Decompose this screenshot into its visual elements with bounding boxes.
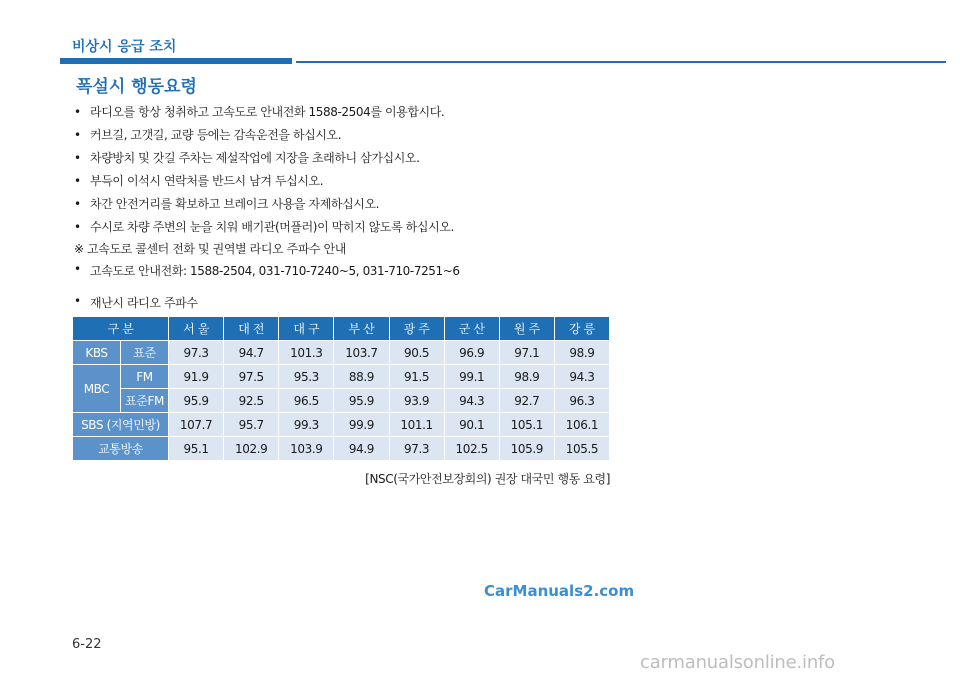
row-header: KBS [73,341,121,365]
table-cell: 102.5 [444,437,499,461]
table-header-row [73,317,610,341]
table-cell: 95.3 [279,365,334,389]
table-cell: 105.9 [499,437,554,461]
guideline-item: • 차간 안전거리를 확보하고 브레이크 사용을 자제하십시오. [74,193,794,216]
column-header: 강 릉 [554,317,609,341]
guideline-item: • 차량방치 및 갓길 주차는 제설작업에 지장을 초래하니 삼가십시오. [74,147,794,170]
table-cell: 90.5 [389,341,444,365]
table-cell: 107.7 [169,413,224,437]
column-header: 광 주 [389,317,444,341]
table-cell: 92.7 [499,389,554,413]
guideline-list [74,101,794,239]
column-header: 부 산 [334,317,389,341]
column-header: 대 구 [279,317,334,341]
table-row [73,389,610,413]
table-cell: 90.1 [444,413,499,437]
table-corner-header: 구 분 [73,317,169,341]
table-cell: 98.9 [554,341,609,365]
chapter-title: 비상시 응급 조치 [72,39,177,55]
radio-frequency-table [72,316,610,461]
guideline-item: • 커브길, 고갯길, 교량 등에는 감속운전을 하십시오. [74,124,794,147]
table-cell: 98.9 [499,365,554,389]
table-cell: 97.3 [389,437,444,461]
source-citation: [NSC(국가안전보장회의) 권장 대국민 행동 요령] [365,472,610,486]
table-cell: 106.1 [554,413,609,437]
table-cell: 105.5 [554,437,609,461]
table-cell: 99.3 [279,413,334,437]
column-header: 원 주 [499,317,554,341]
table-row [73,413,610,437]
row-subheader: 표준 [121,341,169,365]
row-header: SBS (지역민방) [73,413,169,437]
header-rule-thick [60,58,292,64]
table-cell: 103.7 [334,341,389,365]
table-row [73,437,610,461]
table-cell: 94.3 [444,389,499,413]
table-cell: 94.9 [334,437,389,461]
table-cell: 99.1 [444,365,499,389]
table-row [73,365,610,389]
note-title: ※ 고속도로 콜센터 전화 및 권역별 라디오 주파수 안내 [74,242,347,256]
row-subheader: FM [121,365,169,389]
table-cell: 102.9 [224,437,279,461]
table-cell: 88.9 [334,365,389,389]
guideline-item: • 수시로 차량 주변의 눈을 치워 배기관(머플러)이 막히지 않도록 하십시오. [74,216,794,239]
radio-frequency-title: • 재난시 라디오 주파수 [74,294,198,311]
table-cell: 95.7 [224,413,279,437]
row-subheader: 표준FM [121,389,169,413]
table-cell: 97.5 [224,365,279,389]
table-cell: 97.1 [499,341,554,365]
table-cell: 96.9 [444,341,499,365]
row-header: MBC [73,365,121,413]
guideline-item: • 라디오를 항상 청취하고 고속도로 안내전화 1588-2504를 이용합시다. [74,101,794,124]
section-title: 폭설시 행동요령 [76,77,197,97]
table-row [73,341,610,365]
table-cell: 99.9 [334,413,389,437]
table-cell: 105.1 [499,413,554,437]
table-cell: 95.9 [334,389,389,413]
header-rule-thin [296,61,946,63]
table-cell: 91.9 [169,365,224,389]
table-cell: 97.3 [169,341,224,365]
table-cell: 93.9 [389,389,444,413]
table-cell: 95.9 [169,389,224,413]
table-cell: 96.5 [279,389,334,413]
column-header: 서 울 [169,317,224,341]
table-cell: 101.1 [389,413,444,437]
table-cell: 91.5 [389,365,444,389]
watermark-logo[interactable]: CarManuals2.com [484,582,635,600]
watermark-footer: carmanualsonline.info [640,652,835,673]
table-cell: 92.5 [224,389,279,413]
column-header: 대 전 [224,317,279,341]
table-cell: 101.3 [279,341,334,365]
row-header: 교통방송 [73,437,169,461]
column-header: 군 산 [444,317,499,341]
table-cell: 96.3 [554,389,609,413]
table-cell: 95.1 [169,437,224,461]
page-number: 6-22 [72,637,102,652]
guideline-item: • 부득이 이석시 연락처를 반드시 남겨 두십시오. [74,170,794,193]
table-cell: 103.9 [279,437,334,461]
table-cell: 94.3 [554,365,609,389]
hotline-info: • 고속도로 안내전화: 1588-2504, 031-710-7240~5, 031-710-7251~6 [74,262,460,279]
table-cell: 94.7 [224,341,279,365]
